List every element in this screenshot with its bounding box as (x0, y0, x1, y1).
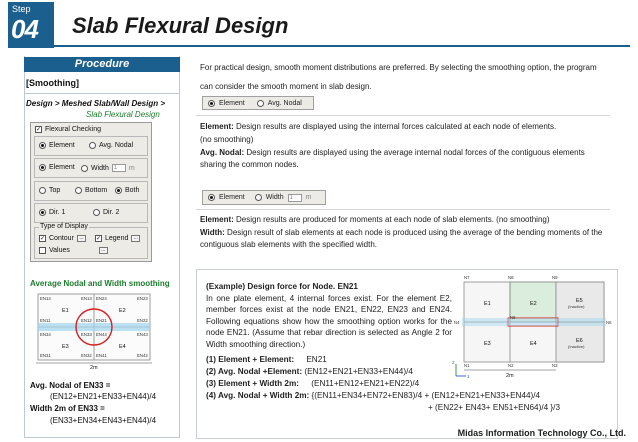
element-no-smoothing: (no smoothing) (200, 135, 254, 144)
example-heading: (Example) Design force for Node. EN21 (206, 282, 358, 291)
radio-icon (93, 209, 100, 216)
radio-icon (39, 187, 46, 194)
grid-element: E3 (484, 341, 491, 347)
section-label: [Smoothing] (26, 78, 79, 88)
avg-nodal-formula: (EN12+EN21+EN33+EN44)/4 (50, 392, 157, 401)
grid-node: N4 (454, 320, 460, 325)
step-word: Step (12, 4, 31, 14)
mesh-node: EN13 (81, 296, 92, 301)
menu-path: Design > Meshed Slab/Wall Design > (26, 99, 166, 108)
display-group (34, 223, 148, 259)
option-label: Avg. Nodal (267, 99, 302, 107)
checkbox-label: Legend (105, 235, 129, 242)
formula-3: (3) Element + Width 2m: (EN11+EN12+EN21+EN22)/4 (206, 379, 420, 388)
axis-y-label: 2 (452, 360, 455, 365)
footer-company: Midas Information Technology Co., Ltd. (457, 428, 626, 438)
radio-label: Element (49, 142, 75, 149)
formula-4-continued: + (EN22+ EN43+ EN51+EN64)/4 }/3 (428, 403, 560, 412)
width-description: Width: Design result of slab elements at each node is produced using the average of the bending moments of the contiguous slab elements with the specified width. (200, 228, 603, 249)
radio-dir1[interactable] (39, 209, 65, 216)
mesh-node: EN24 (96, 296, 107, 301)
width-input[interactable]: 1 (112, 164, 126, 172)
mesh-node: EN44 (96, 332, 107, 337)
formula-1: (1) Element + Element: EN21 (206, 355, 327, 364)
mesh-element: E4 (119, 344, 126, 350)
flexural-checking-label: Flexural Checking (45, 126, 102, 133)
width-unit: m (305, 194, 312, 201)
mesh-node: EN41 (96, 353, 107, 358)
values-options-button[interactable]: ... (99, 247, 108, 254)
mesh-element: E2 (119, 308, 126, 314)
checkbox-label: Values (49, 247, 70, 254)
radio-both[interactable] (115, 187, 139, 194)
grid-node: N7 (464, 275, 470, 280)
mesh-node: EN32 (81, 353, 92, 358)
radio-icon (257, 100, 264, 107)
mesh-dimension: 2m (90, 365, 98, 371)
radio-element-2[interactable] (39, 164, 75, 171)
radio-selected-icon (39, 209, 46, 216)
flexural-checking-toggle[interactable] (35, 126, 101, 133)
radio-label: Top (49, 187, 61, 194)
radio-icon (75, 187, 82, 194)
example-text (206, 281, 452, 350)
check-icon: ✓ (35, 126, 42, 133)
mesh-node: EN33 (81, 332, 92, 337)
mesh-node: EN22 (137, 318, 148, 323)
mesh-node: EN14 (40, 296, 51, 301)
grid-node: N2 (508, 363, 514, 368)
checkbox-icon (39, 247, 46, 254)
intro-paragraph: For practical design, smooth moment distributions are preferred. By selecting the smoothing option, the program can consider the smooth moment in slab design. (200, 63, 597, 91)
inactive-label: (Inactive) (568, 304, 585, 309)
radio-width[interactable] (81, 164, 135, 172)
smoothing-group-1 (34, 136, 148, 156)
radio-bottom[interactable] (75, 187, 107, 194)
checkbox-label: Contour (49, 235, 74, 242)
mesh-node: EN21 (96, 318, 107, 323)
radio-label: Avg. Nodal (99, 142, 134, 149)
flexural-checking-dialog (30, 122, 152, 262)
radio-label: Width (91, 164, 109, 172)
example-body: In one plate element, 4 internal forces exist. For the element E2, member forces exist at the node EN21, EN22, EN23 and EN24. Following equations show how the smoothing option works for the node EN21. (Assume that rebar direction is selected as Angle 2 for Width smoothing direction.) (206, 293, 452, 349)
step-badge (8, 2, 54, 48)
location-group (34, 181, 148, 201)
menu-path-sub: Slab Flexural Design (86, 110, 160, 119)
width-strip (462, 318, 606, 326)
grid-element: E2 (530, 301, 537, 307)
smoothing-group-2 (34, 158, 148, 178)
grid-node: N9 (552, 275, 558, 280)
radio-label: Dir. 2 (103, 209, 120, 216)
mesh-diagram (34, 291, 154, 371)
legend-options-button[interactable]: ... (131, 235, 140, 242)
mesh-node: EN34 (40, 332, 51, 337)
grid-element: E4 (530, 341, 537, 347)
radio-label: Bottom (85, 187, 108, 194)
grid-node: N6 (606, 320, 612, 325)
values-toggle[interactable] (39, 247, 108, 254)
option-label: Element (219, 99, 245, 107)
radio-label: Element (49, 164, 75, 171)
avg-nodal-description: Avg. Nodal: Design results are displayed using the average internal nodal forces of the contiguous elements sharing the common nodes. (200, 148, 585, 169)
axis-x-label: 1 (467, 374, 470, 379)
mesh-element: E3 (62, 344, 69, 350)
page-title: Slab Flexural Design (72, 13, 289, 38)
mesh-node: EN31 (40, 353, 51, 358)
panel-divider (24, 93, 180, 94)
grid-node: N1 (464, 363, 470, 368)
width-strip (38, 323, 150, 331)
grid-dimension: 2m (506, 373, 514, 379)
option-label: Element (219, 194, 245, 201)
radio-icon (89, 142, 96, 149)
radio-selected-icon (115, 187, 122, 194)
section-divider (196, 209, 610, 210)
radio-avg-nodal[interactable] (89, 142, 133, 149)
radio-label: Dir. 1 (49, 209, 66, 216)
grid-element: E1 (484, 301, 491, 307)
mesh-node: EN42 (137, 353, 148, 358)
mesh-node: EN23 (137, 296, 148, 301)
radio-selected-icon (208, 194, 215, 201)
inactive-label: (Inactive) (568, 344, 585, 349)
smoothing-option-2 (202, 190, 326, 205)
mesh-node: EN12 (81, 318, 92, 323)
radio-icon (81, 165, 88, 172)
radio-element-1[interactable] (39, 142, 75, 149)
grid-node: N5 (510, 315, 516, 320)
procedure-header: Procedure (24, 57, 180, 72)
display-group-title: Type of Display (40, 223, 88, 230)
check-icon: ✓ (95, 235, 102, 242)
contour-options-button[interactable]: ... (77, 235, 86, 242)
mesh-node: EN43 (137, 332, 148, 337)
grid-element: E6 (576, 338, 583, 344)
radio-dir2[interactable] (93, 209, 119, 216)
node-diagram-svg (452, 272, 616, 380)
node-diagram (452, 272, 616, 380)
grid-node: N3 (552, 363, 558, 368)
width-formula: (EN33+EN34+EN43+EN44)/4 (50, 416, 157, 425)
formula-2: (2) Avg. Nodal +Element: (EN12+EN21+EN33+EN44)/4 (206, 367, 413, 376)
width-input: 1 (288, 194, 302, 202)
radio-icon (255, 194, 262, 201)
contour-toggle[interactable] (39, 235, 86, 242)
element-width-description: Element: Design results are produced for moments at each node of slab elements. (no smoothing) (200, 215, 550, 224)
grid-element: E5 (576, 298, 583, 304)
mesh-node: EN11 (40, 318, 51, 323)
grid-node: N8 (508, 275, 514, 280)
radio-selected-icon (208, 100, 215, 107)
avg-nodal-label: Avg. Nodal of EN33 = (30, 381, 111, 390)
direction-group (34, 203, 148, 223)
check-icon: ✓ (39, 235, 46, 242)
section-divider (196, 115, 610, 116)
radio-selected-icon (39, 142, 46, 149)
smoothing-option-1 (202, 96, 314, 110)
width-label: Width 2m of EN33 = (30, 404, 105, 413)
title-divider (8, 45, 630, 47)
radio-label: Both (125, 187, 140, 194)
mesh-diagram-svg (34, 291, 154, 371)
legend-toggle[interactable] (95, 235, 140, 242)
radio-top[interactable] (39, 187, 60, 194)
option-label: Width (265, 194, 284, 201)
radio-selected-icon (39, 164, 46, 171)
step-number: 04 (11, 14, 38, 44)
formula-4: (4) Avg. Nodal + Width 2m: {(EN11+EN34+EN72+EN83)/4 + (EN12+EN21+EN33+EN44)/4 (206, 391, 541, 400)
avg-nodal-width-label: Average Nodal and Width smoothing (30, 279, 170, 288)
mesh-element: E1 (62, 308, 69, 314)
width-unit: m (128, 164, 135, 172)
element-description: Element: Design results are displayed using the internal forces calculated at each node of elements. (200, 122, 557, 131)
